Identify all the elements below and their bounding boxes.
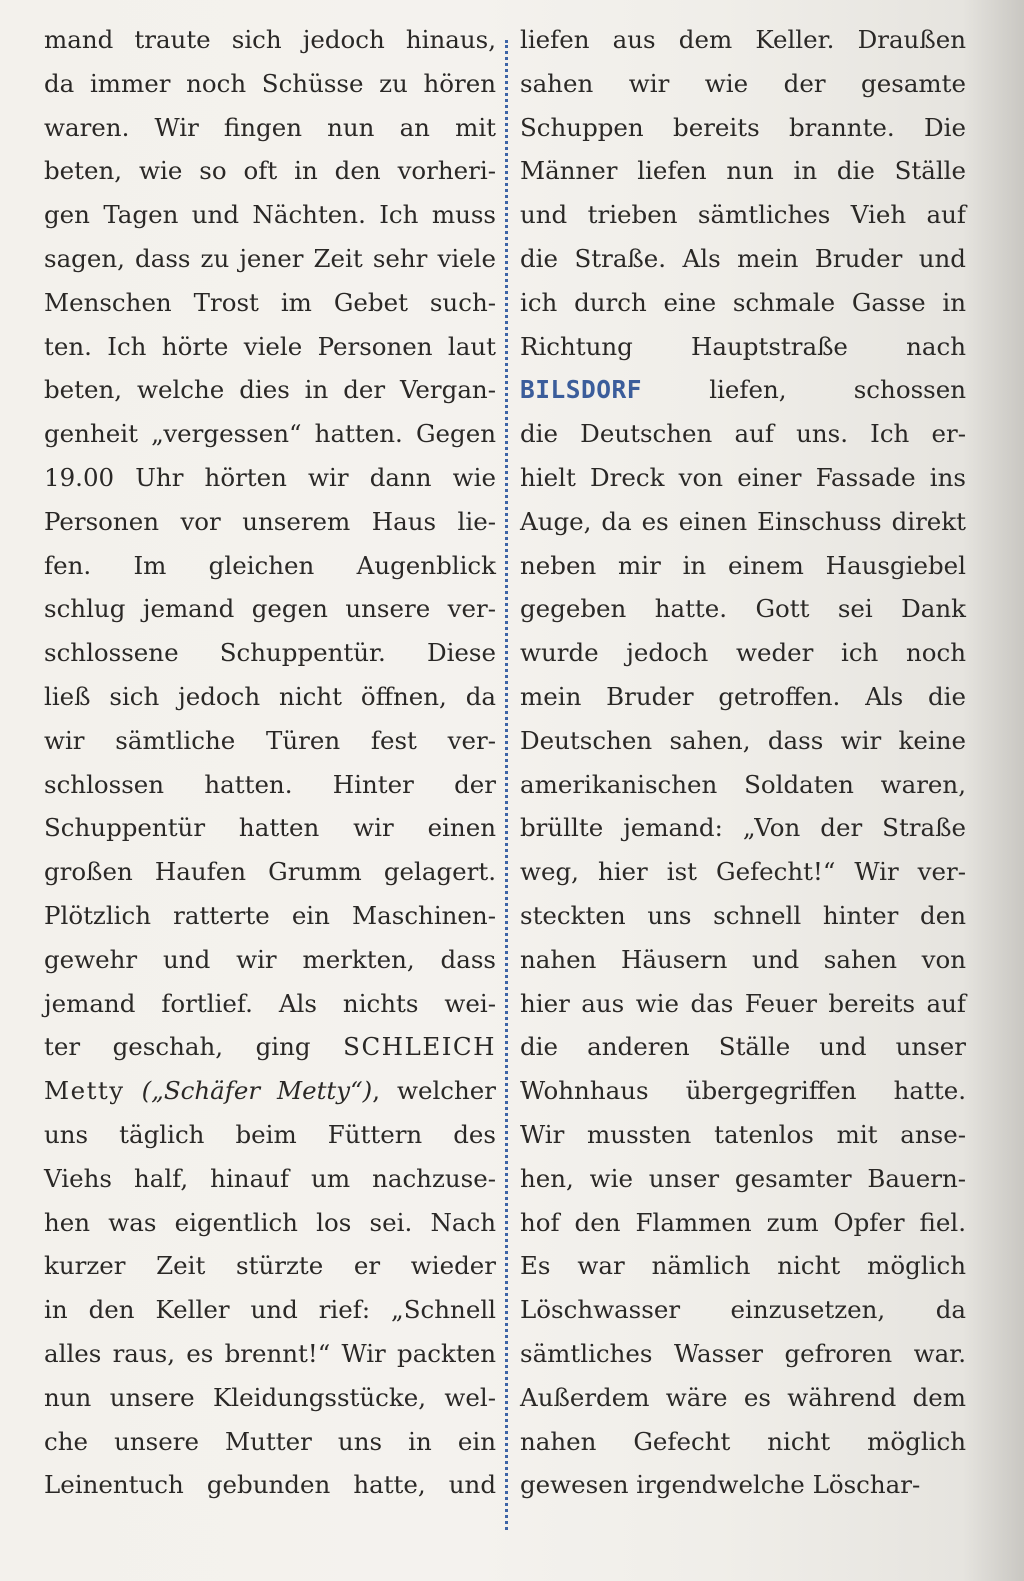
line-text: liefen, schossen (642, 375, 966, 405)
person-surname: SCHLEICH (343, 1032, 496, 1062)
text-line: nahen Gefecht nicht möglich (520, 1426, 966, 1456)
text-line: hen, wie unser gesamter Bauern- (520, 1163, 966, 1193)
text-line: Viehs half, hinauf um nachzuse- (44, 1163, 496, 1193)
text-line: Richtung Hauptstraße nach (520, 331, 966, 361)
text-line: ließ sich jedoch nicht öffnen, da (44, 681, 496, 711)
text-line: ten. Ich hörte viele Personen laut (44, 331, 496, 361)
text-line: hier aus wie das Feuer bereits auf (520, 988, 966, 1018)
text-line: brüllte jemand: „Von der Straße (520, 813, 966, 843)
text-line: Schuppentür hatten wir einen (44, 813, 496, 843)
text-line: Deutschen sahen, dass wir keine (520, 725, 966, 755)
text-line: Leinentuch gebunden hatte, und (44, 1470, 496, 1500)
line-text: , welcher (372, 1076, 496, 1106)
text-line: neben mir in einem Hausgiebel (520, 550, 966, 580)
text-line-with-name (44, 1025, 496, 1069)
text-line: Wir mussten tatenlos mit anse- (520, 1119, 966, 1149)
text-line: sahen wir wie der gesamte (520, 68, 966, 98)
text-line: che unsere Mutter uns in ein (44, 1426, 496, 1456)
text-line-with-nickname (44, 1069, 496, 1113)
text-line: hof den Flammen zum Opfer fiel. (520, 1207, 966, 1237)
text-line: nahen Häusern und sahen von (520, 944, 966, 974)
text-line: nun unsere Kleidungsstücke, wel- (44, 1382, 496, 1412)
text-line: fen. Im gleichen Augenblick (44, 550, 496, 580)
text-line: die Deutschen auf uns. Ich er- (520, 419, 966, 449)
text-line: die Straße. Als mein Bruder und (520, 243, 966, 273)
place-name-bilsdorf: BILSDORF (520, 375, 643, 405)
text-line: sagen, dass zu jener Zeit sehr viele (44, 243, 496, 273)
text-line: schlug jemand gegen unsere ver- (44, 594, 496, 624)
text-line: weg, hier ist Gefecht!“ Wir ver- (520, 857, 966, 887)
text-line: wurde jedoch weder ich noch (520, 638, 966, 668)
text-line: Plötzlich ratterte ein Maschinen- (44, 900, 496, 930)
text-line: in den Keller und rief: „Schnell (44, 1295, 496, 1325)
text-line: mein Bruder getroffen. Als die (520, 681, 966, 711)
text-line: gewehr und wir merkten, dass (44, 944, 496, 974)
text-line: sämtliches Wasser gefroren war. (520, 1338, 966, 1368)
text-line: 19.00 Uhr hörten wir dann wie (44, 462, 496, 492)
text-line: mand traute sich jedoch hinaus, (44, 25, 496, 54)
text-line: schlossen hatten. Hinter der (44, 769, 496, 799)
text-line: hielt Dreck von einer Fassade ins (520, 462, 966, 492)
text-line: Menschen Trost im Gebet such- (44, 287, 496, 317)
text-line: wir sämtliche Türen fest ver- (44, 725, 496, 755)
text-line: ich durch eine schmale Gasse in (520, 287, 966, 317)
line-text: ter geschah, ging (44, 1032, 344, 1062)
text-line: Männer liefen nun in die Ställe (520, 156, 966, 186)
text-line: beten, wie so oft in den vorheri- (44, 156, 496, 186)
text-line: liefen aus dem Keller. Draußen (520, 25, 966, 54)
text-line: gewesen irgendwelche Löschar- (520, 1470, 921, 1500)
text-line: genheit „vergessen“ hatten. Gegen (44, 419, 496, 449)
text-line: die anderen Ställe und unser (520, 1032, 966, 1062)
text-line: Schuppen bereits brannte. Die (520, 112, 966, 142)
person-given-name: Metty (44, 1076, 125, 1106)
text-line: und trieben sämtliches Vieh auf (520, 200, 966, 230)
left-text-column (44, 18, 496, 1507)
column-divider-dotted (505, 40, 508, 1530)
text-line: schlossene Schuppentür. Diese (44, 638, 496, 668)
text-line-with-place (520, 368, 966, 412)
text-line: uns täglich beim Füttern des (44, 1119, 496, 1149)
text-line: Personen vor unserem Haus lie- (44, 506, 496, 536)
text-line: gegeben hatte. Gott sei Dank (520, 594, 966, 624)
text-line: amerikanischen Soldaten waren, (520, 769, 966, 799)
text-line: da immer noch Schüsse zu hören (44, 68, 496, 98)
text-line: Auge, da es einen Einschuss direkt (520, 506, 966, 536)
text-line: großen Haufen Grumm gelagert. (44, 857, 496, 887)
text-line: Es war nämlich nicht möglich (520, 1251, 966, 1281)
text-line: jemand fortlief. Als nichts wei- (44, 988, 496, 1018)
text-line: beten, welche dies in der Vergan- (44, 375, 496, 405)
person-nickname: („Schäfer Metty“) (141, 1076, 373, 1106)
text-line: alles raus, es brennt!“ Wir packten (44, 1338, 496, 1368)
right-text-column (520, 18, 966, 1507)
text-line: gen Tagen und Nächten. Ich muss (44, 200, 496, 230)
text-line: waren. Wir fingen nun an mit (44, 112, 496, 142)
text-line: kurzer Zeit stürzte er wieder (44, 1251, 496, 1281)
text-line: Außerdem wäre es während dem (520, 1382, 966, 1412)
text-line: hen was eigentlich los sei. Nach (44, 1207, 496, 1237)
text-line: Löschwasser einzusetzen, da (520, 1295, 966, 1325)
text-line: steckten uns schnell hinter den (520, 900, 966, 930)
text-line: Wohnhaus übergegriffen hatte. (520, 1076, 966, 1106)
